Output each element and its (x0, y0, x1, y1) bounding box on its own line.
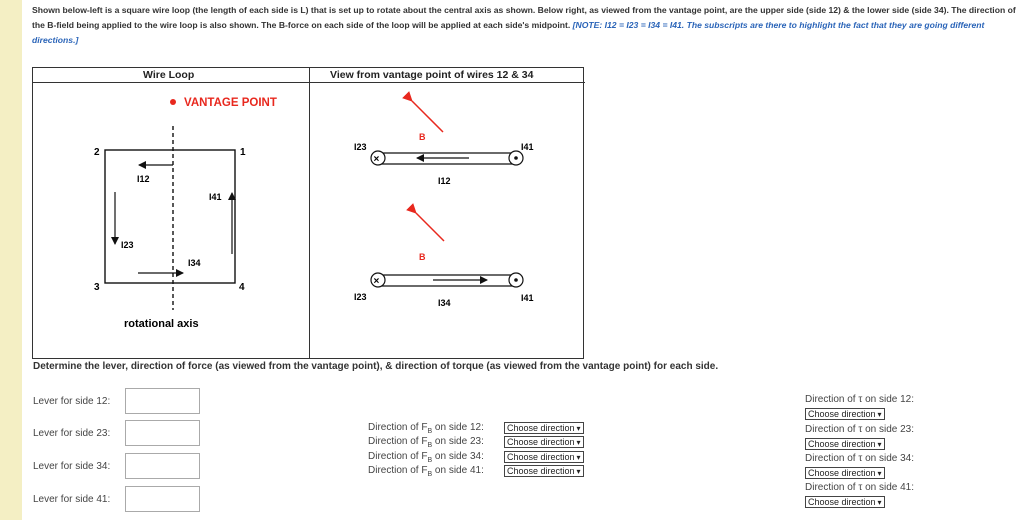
force-select-23-value: Choose direction (507, 437, 575, 447)
force-label-41: Direction of F (368, 465, 428, 476)
chevron-down-icon: ▾ (877, 498, 882, 507)
label-i12-right: I12 (438, 176, 451, 186)
out-of-page-dot-top (514, 156, 518, 160)
wire-loop-title: Wire Loop (143, 69, 195, 81)
corner-3: 3 (94, 282, 100, 293)
out-of-page-dot-bottom (514, 278, 518, 282)
torque-label-12: Direction of τ on side 12: (805, 394, 915, 405)
torque-select-12-value: Choose direction (808, 409, 876, 419)
intro-note: [NOTE: I12 = I23 = I34 = I41. The subscripts are there to highlight the fact that they are going different directions.] (32, 20, 985, 45)
torque-select-23-value: Choose direction (808, 439, 876, 449)
chevron-down-icon: ▾ (576, 438, 581, 447)
vantage-label: VANTAGE POINT (184, 97, 277, 109)
force-select-41[interactable] (504, 465, 584, 477)
label-i34-right: I34 (438, 298, 451, 308)
chevron-down-icon: ▾ (877, 410, 882, 419)
torque-select-41[interactable] (805, 496, 885, 508)
torque-label-41: Direction of τ on side 41: (805, 482, 915, 493)
into-page-x-bottom: × (373, 276, 380, 287)
force-side-41: on side 41: (432, 465, 484, 476)
torque-label-23: Direction of τ on side 23: (805, 424, 915, 435)
label-i41-right-top: I41 (521, 142, 534, 152)
label-i12-left: I12 (137, 174, 150, 184)
lever-label-34: Lever for side 34: (33, 461, 111, 472)
chevron-down-icon: ▾ (576, 453, 581, 462)
lever-label-12: Lever for side 12: (33, 396, 111, 407)
force-sub-41: B (427, 471, 433, 478)
force-select-12-value: Choose direction (507, 423, 575, 433)
torque-select-23[interactable] (805, 438, 885, 450)
lever-input-34[interactable] (125, 453, 200, 479)
force-label-34: Direction of F (368, 451, 428, 462)
vantage-point-dot (170, 99, 176, 105)
chevron-down-icon: ▾ (877, 440, 882, 449)
label-i23-left: I23 (121, 240, 134, 250)
into-page-x-top: × (373, 154, 380, 165)
lever-input-23[interactable] (125, 420, 200, 446)
force-side-34: on side 34: (432, 451, 484, 462)
force-label-12: Direction of F (368, 422, 428, 433)
lever-label-41: Lever for side 41: (33, 494, 111, 505)
lever-input-12[interactable] (125, 388, 200, 414)
question-text: Determine the lever, direction of force (as viewed from the vantage point), & direction of torque (as viewed from the vantage point) for each side. (33, 361, 719, 372)
corner-4: 4 (239, 282, 245, 293)
torque-select-34-value: Choose direction (808, 468, 876, 478)
b-label-top: B (419, 132, 426, 142)
figure-diagram (33, 68, 585, 360)
label-i41-right-bottom: I41 (521, 293, 534, 303)
force-sub-12: B (427, 428, 433, 435)
left-accent-bar (0, 0, 22, 520)
force-select-23[interactable] (504, 436, 584, 448)
force-select-41-value: Choose direction (507, 466, 575, 476)
b-label-bottom: B (419, 252, 426, 262)
label-i34-left: I34 (188, 258, 201, 268)
force-sub-34: B (427, 457, 433, 464)
label-i41-left: I41 (209, 192, 222, 202)
vantage-view-title: View from vantage point of wires 12 & 34 (330, 69, 534, 81)
force-sub-23: B (427, 442, 433, 449)
chevron-down-icon: ▾ (877, 469, 882, 478)
chevron-down-icon: ▾ (576, 467, 581, 476)
torque-select-12[interactable] (805, 408, 885, 420)
chevron-down-icon: ▾ (576, 424, 581, 433)
force-side-12: on side 12: (432, 422, 484, 433)
force-select-34[interactable] (504, 451, 584, 463)
problem-intro (32, 3, 1017, 48)
b-field-arrow-bottom (416, 213, 444, 241)
force-label-23: Direction of F (368, 436, 428, 447)
torque-select-41-value: Choose direction (808, 497, 876, 507)
force-side-23: on side 23: (432, 436, 484, 447)
intro-text: Shown below-left is a square wire loop (the length of each side is L) that is set up to rotate about the central axis as shown. Below right, as viewed from the vantage point, are the upper side (side 12) & the lower side (side 34). The direction of the B-field being applied to the wire loop is also shown. The B-force on each side of the loop will be applied at each side's midpoint. (32, 5, 1016, 30)
corner-1: 1 (240, 147, 246, 158)
lever-input-41[interactable] (125, 486, 200, 512)
b-field-arrow-top (412, 101, 443, 132)
label-i23-right-bottom: I23 (354, 292, 367, 302)
lever-label-23: Lever for side 23: (33, 428, 111, 439)
problem-figure (32, 67, 584, 359)
force-select-34-value: Choose direction (507, 452, 575, 462)
torque-label-34: Direction of τ on side 34: (805, 453, 915, 464)
rotational-axis-label: rotational axis (124, 318, 199, 330)
corner-2: 2 (94, 147, 100, 158)
torque-select-34[interactable] (805, 467, 885, 479)
force-select-12[interactable] (504, 422, 584, 434)
wire-loop-square (105, 150, 235, 283)
label-i23-right-top: I23 (354, 142, 367, 152)
